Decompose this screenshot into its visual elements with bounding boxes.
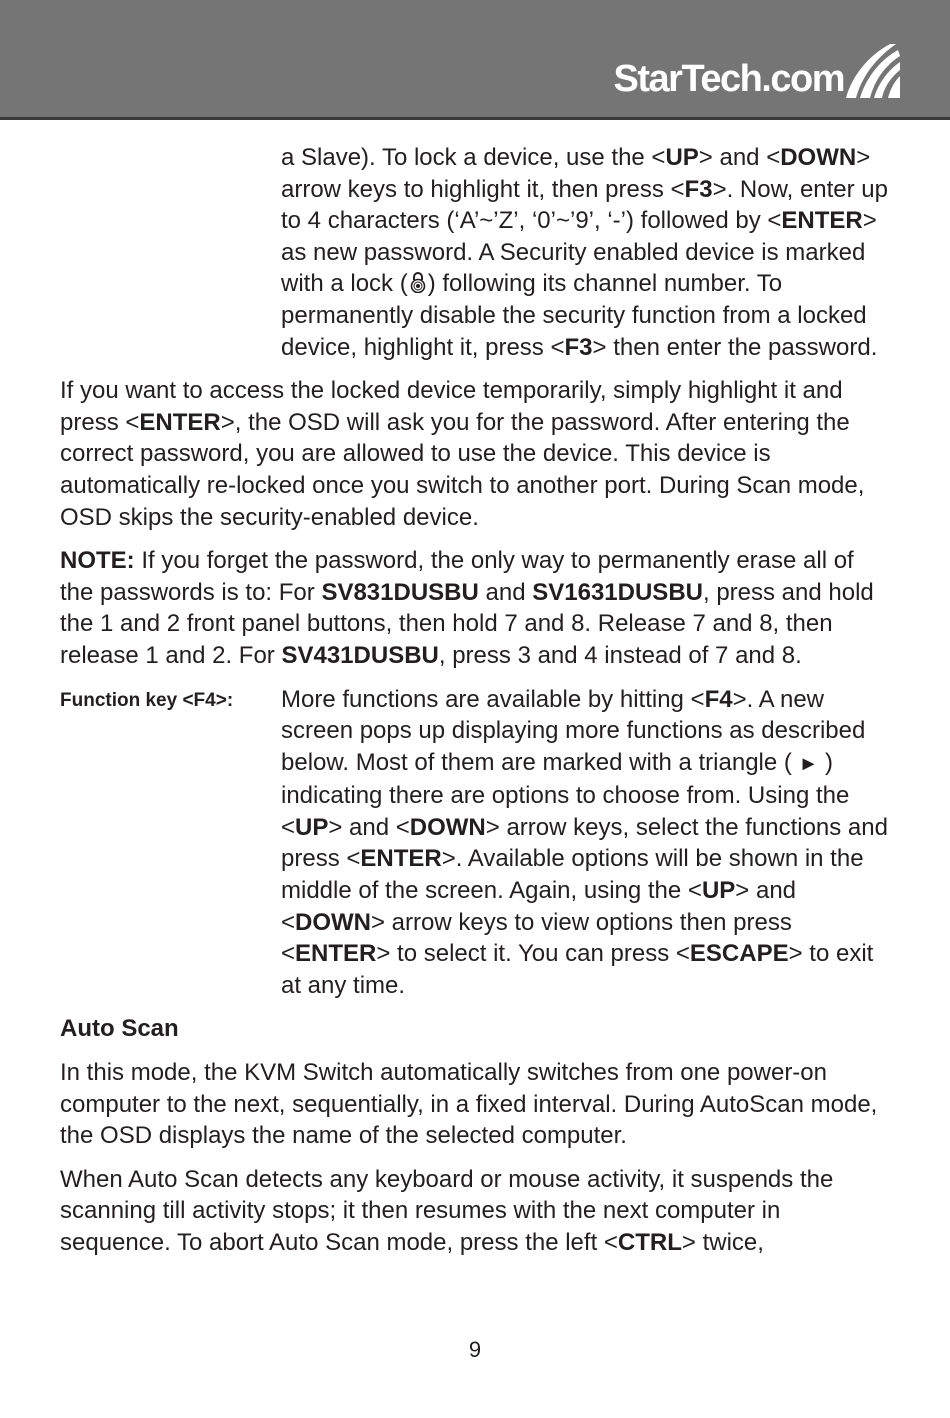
startech-logo (614, 42, 902, 98)
startech-stripes-icon (844, 42, 902, 100)
function-key-label: Function key <F4>: (60, 689, 234, 711)
triangle-icon: ► (798, 752, 819, 775)
auto-scan-paragraph-1: In this mode, the KVM Switch automatically switches from one power-on computer to the next, sequentially, in a fixed interval. During AutoScan mode, the OSD displays the name of the selected computer. (60, 1059, 878, 1150)
temporary-access-paragraph: If you want to access the locked device temporarily, simply highlight it and press <ENTER>, the OSD will ask you for the password. After entering the correct password, you are allowed to use the device. This device is automatically re-locked once you switch to another port. During Scan mode, OSD skips the security-enabled device. (60, 377, 865, 531)
page-body (60, 142, 890, 1259)
lock-instructions-paragraph: a Slave). To lock a device, use the <UP> and <DOWN> arrow keys to highlight it, then press <F3>. Now, enter up to 4 characters (‘A’~’Z’, ‘0’~’9’, ‘-’) followed by <ENTER> as new password. A Security enabled device is marked with a lock ( ) following its channel number. To permanently disable the security function from a locked device, highlight it, press <F3> then enter the password. (281, 144, 889, 361)
auto-scan-heading: Auto Scan (60, 1015, 179, 1043)
function-key-f4-section (60, 684, 890, 1002)
lock-icon (409, 271, 427, 293)
page-header (0, 0, 950, 120)
function-key-description: More functions are available by hitting <F4>. A new screen pops up displaying more functions as described below. Most of them are marked with a triangle ( ► ) indicating there are options to choose from. Using the <UP> and <DOWN> arrow keys, select the functions and press <ENTER>. Available options will be shown in the middle of the screen. Again, using the <UP> and <DOWN> arrow keys to view options then press <ENTER> to select it. You can press <ESCAPE> to exit at any time. (281, 685, 888, 999)
auto-scan-paragraph-2: When Auto Scan detects any keyboard or mouse activity, it suspends the scanning till activity stops; it then resumes with the next computer in sequence. To abort Auto Scan mode, press the left <CTRL> twice, (60, 1165, 834, 1256)
note-paragraph: NOTE: If you forget the password, the only way to permanently erase all of the passwords is to: For SV831DUSBU and SV1631DUSBU, press and hold the 1 and 2 front panel buttons, then hold 7 and 8. Release 7 and 8, then release 1 and 2. For SV431DUSBU, press 3 and 4 instead of 7 and 8. (60, 547, 874, 669)
logo-text: StarTech.com (613, 58, 844, 100)
note-label: NOTE: (60, 547, 135, 575)
page-number: 9 (468, 1337, 482, 1362)
